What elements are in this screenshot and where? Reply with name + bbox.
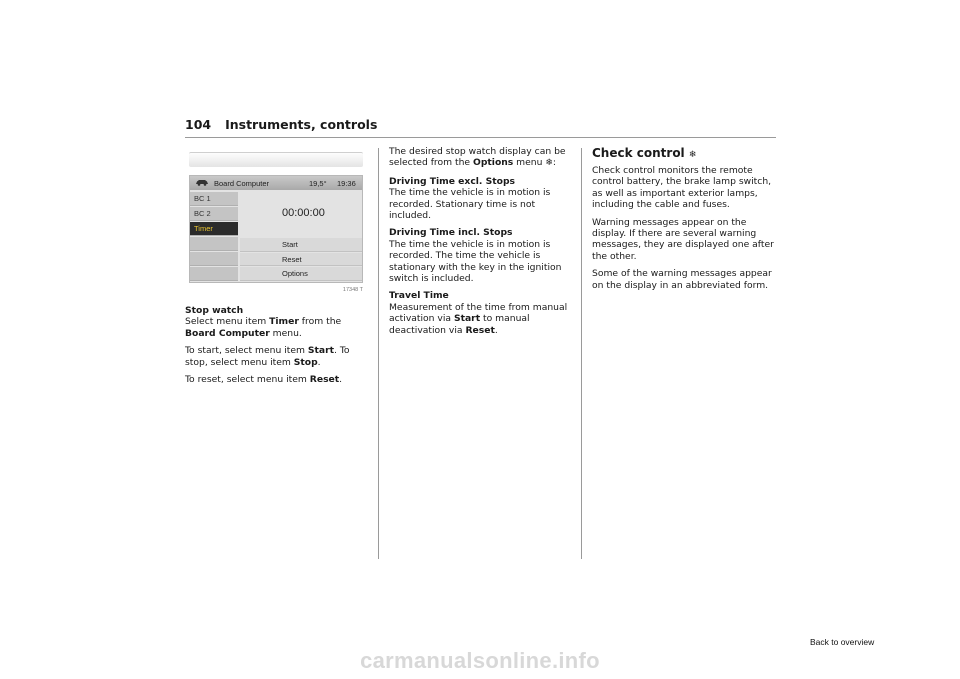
paragraph <box>389 176 575 222</box>
text: . <box>317 356 321 368</box>
text: from the <box>298 316 342 328</box>
temperature-readout: 19,5° <box>309 179 327 188</box>
stop-watch-heading: Stop watch <box>185 305 244 316</box>
term: Start <box>307 345 335 357</box>
text: . <box>339 374 343 386</box>
text: menu <box>513 157 546 169</box>
term: Start <box>453 313 481 325</box>
status-title: Board Computer <box>214 179 270 188</box>
page-number: 104 <box>185 117 212 132</box>
column-divider-1 <box>378 148 379 559</box>
page-header <box>185 117 377 132</box>
option-options[interactable]: Options <box>240 267 362 281</box>
term: Options <box>473 157 514 169</box>
status-bar <box>190 176 362 190</box>
text: To start, select menu item <box>185 345 308 357</box>
term: Stop <box>293 356 318 368</box>
text: to manual deactivation via <box>389 313 530 336</box>
paragraph <box>185 345 367 368</box>
text: Measurement of the time from manual activation via <box>389 301 568 325</box>
text: Select menu item <box>185 316 270 328</box>
header-rule <box>185 137 776 138</box>
term: Board Computer <box>185 327 270 339</box>
term: Timer <box>269 316 299 328</box>
text: The desired stop watch display can be selected from the <box>389 146 566 169</box>
check-control-heading <box>592 146 778 162</box>
column-divider-2 <box>581 148 582 559</box>
timer-options <box>240 238 362 282</box>
snowflake-icon: ❄ <box>688 150 697 160</box>
back-to-overview-link[interactable]: Back to overview <box>810 637 875 647</box>
section-title: Instruments, controls <box>225 117 378 132</box>
text: . <box>494 324 498 336</box>
board-computer-figure <box>185 150 367 298</box>
term: Reset <box>309 374 340 386</box>
figure-code: 17348 T <box>342 287 363 293</box>
watermark: carmanualsonline.info <box>360 648 600 673</box>
text: . To stop, select menu item <box>185 345 350 368</box>
clock-readout: 19:36 <box>337 179 356 188</box>
menu-item-empty <box>190 237 238 251</box>
column-1 <box>185 305 367 391</box>
paragraph: Warning messages appear on the display. If there are several warning messages, they are displayed one after the other. <box>592 216 774 262</box>
column-2 <box>389 146 575 342</box>
paragraph: Check control monitors the remote control battery, the brake lamp switch, as well as important exterior lamps, including the cable and fuses. <box>592 165 772 211</box>
display-bezel <box>189 152 363 167</box>
stop-watch-section <box>185 305 367 339</box>
subheading: Travel Time <box>389 290 449 302</box>
text: To reset, select menu item <box>185 374 310 386</box>
side-menu <box>190 192 238 282</box>
display-screen <box>189 175 363 283</box>
heading-text: Check control <box>592 146 685 160</box>
paragraph: Some of the warning messages appear on the display in an abbreviated form. <box>592 268 772 291</box>
text: menu. <box>269 327 302 339</box>
menu-item-empty <box>190 252 238 266</box>
paragraph <box>185 374 367 385</box>
column-3 <box>592 146 778 297</box>
menu-item-bc1[interactable]: BC 1 <box>190 192 238 206</box>
option-start[interactable]: Start <box>240 238 362 252</box>
subheading: Driving Time excl. Stops <box>389 175 515 187</box>
subheading: Driving Time incl. Stops <box>389 227 513 239</box>
text: The time the vehicle is in motion is recorded. Stationary time is not included. <box>389 187 551 222</box>
menu-item-empty <box>190 267 238 281</box>
car-icon <box>195 179 209 186</box>
paragraph <box>389 227 575 284</box>
paragraph <box>389 146 575 170</box>
option-reset[interactable]: Reset <box>240 253 362 267</box>
term: Reset <box>465 324 495 336</box>
text: : <box>552 157 557 169</box>
timer-value: 00:00:00 <box>282 207 325 219</box>
paragraph <box>389 290 575 336</box>
menu-item-bc2[interactable]: BC 2 <box>190 207 238 221</box>
text: The time the vehicle is in motion is recorded. The time the vehicle is stationary with the key in the ignition switch is included. <box>389 238 562 285</box>
menu-item-timer[interactable]: Timer <box>190 222 238 236</box>
snowflake-icon: ❄ <box>545 158 553 169</box>
